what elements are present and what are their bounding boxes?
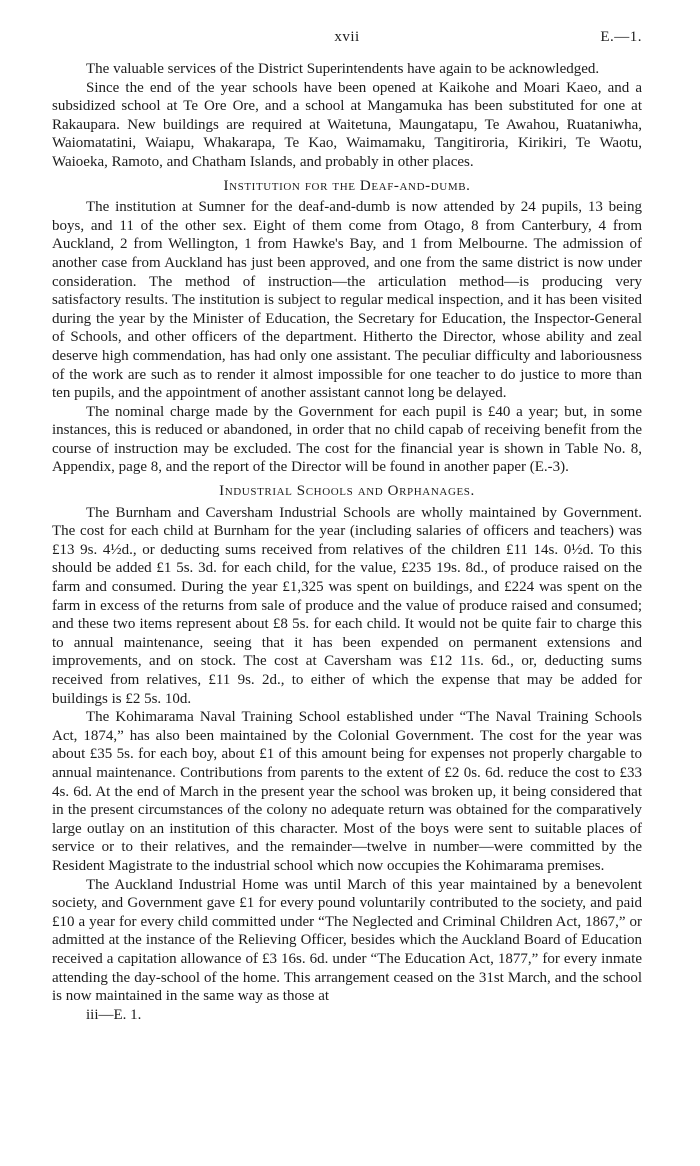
paragraph: The Burnham and Caversham Industrial Schools are wholly maintained by Government. The cost for each child at Burnham for the year (including salaries of officers and teachers) was £13 9s. 4½d., or deducting sums received from relatives of the children £11 14s. 0½d. To this should be added £1 5s. 3d. for each child, for the value, £235 19s. 8d., of produce raised on the farm and consumed. During the year £1,325 was spent on buildings, and £224 was spent on the farm in excess of the returns from sale of produce and the value of produce raised and consumed; and these two items represent about £8 5s. for each child. It would not be quite fair to charge this to annual maintenance, seeing that it has been expended on permanent extensions and improvements, and on stock. The cost at Caversham was £12 11s. 6d., or, deducting sums received from relatives, £11 9s. 2d., to either of which the expense that may be added for buildings is £2 5s. 10d. [52,504,642,707]
document-page [52,28,642,1024]
section-heading: Institution for the Deaf-and-dumb. [223,177,471,194]
paragraph: The Auckland Industrial Home was until March of this year maintained by a benevolent society, and Government gave £1 for every pound voluntarily contributed to the society, and paid £10 a year for every child committed under “The Neglected and Criminal Children Act, 1867,” or admitted at the instance of the Relieving Officer, besides which the Auckland Board of Education received a capitation allowance of £3 16s. 6d. under “The Education Act, 1877,” for every inmate attending the day-school of the home. This arrangement ceased on the 31st March, and the school is now maintained in the same way as those at [52,876,642,1005]
paragraph: The valuable services of the District Superintendents have again to be acknowledged. [86,61,600,77]
signature-mark: iii—E. 1. [86,1006,142,1023]
section-deaf-and-dumb [52,177,642,478]
page-number: xvii [334,29,360,45]
document-reference: E.—1. [600,29,642,45]
page-header [52,28,642,50]
section-superintendents [52,60,642,172]
section-industrial-schools [52,482,642,1006]
paragraph: The nominal charge made by the Government for each pupil is £40 a year; but, in some instances, this is reduced or abandoned, in order that no child capab of receiving benefit from the course of instruction may be excluded. The cost for the financial year is shown in Table No. 8, Appendix, page 8, and the report of the Director will be found in another paper (E.-3). [52,403,642,476]
paragraph: The Kohimarama Naval Training School established under “The Naval Training Schools Act, 1874,” has also been maintained by the Colonial Government. The cost for the year was about £35 5s. for each boy, about £1 of this amount being for expenses not properly chargable to annual maintenance. Contributions from parents to the extent of £2 0s. 6d. reduce the cost to £33 4s. 6d. At the end of March in the present year the school was broken up, it being considered that in the present circumstances of the colony no adequate return was obtained for the comparatively large outlay on an institution of this character. Most of the boys were sent to suitable places of service or to their relatives, and the remainder—twelve in number—were committed by the Resident Magistrate to the industrial school which now occupies the Kohimarama premises. [52,709,642,874]
paragraph: Since the end of the year schools have been opened at Kaikohe and Moari Kaeo, and a subsidized school at Te Ore Ore, and a school at Mangamuka has been substituted for one at Rakaupara. New buildings are required at Waitetuna, Maungatapu, Te Awahou, Ruataniwha, Waiomatatini, Waiapu, Whakarapa, Te Kao, Waimamaku, Tangitiroria, Kirikiri, Te Waotu, Waioeka, Ramoto, and Chatham Islands, and probably in other places. [52,79,642,170]
section-heading: Industrial Schools and Orphanages. [219,483,475,500]
paragraph: The institution at Sumner for the deaf-and-dumb is now attended by 24 pupils, 13 being boys, and 11 of the other sex. Eight of them come from Otago, 8 from Canterbury, 4 from Auckland, 2 from Wellington, 1 from Hawke's Bay, and 1 from Melbourne. The admission of another case from Auckland has just been approved, and one from the same district is now under consideration. The method of instruction—the articulation method—is producing very satisfactory results. The institution is subject to regular medical inspection, and it has been visited during the year by the Minister of Education, the Secretary for Education, the Inspector-General of Schools, and other officers of the department. Hitherto the Director, whose ability and zeal deserve high commendation, has had only one assistant. The peculiar difficulty and laboriousness of the work are such as to render it almost impossible for one teacher to do justice to more than ten pupils, and the appointment of another assistant cannot long be delayed. [52,199,642,402]
